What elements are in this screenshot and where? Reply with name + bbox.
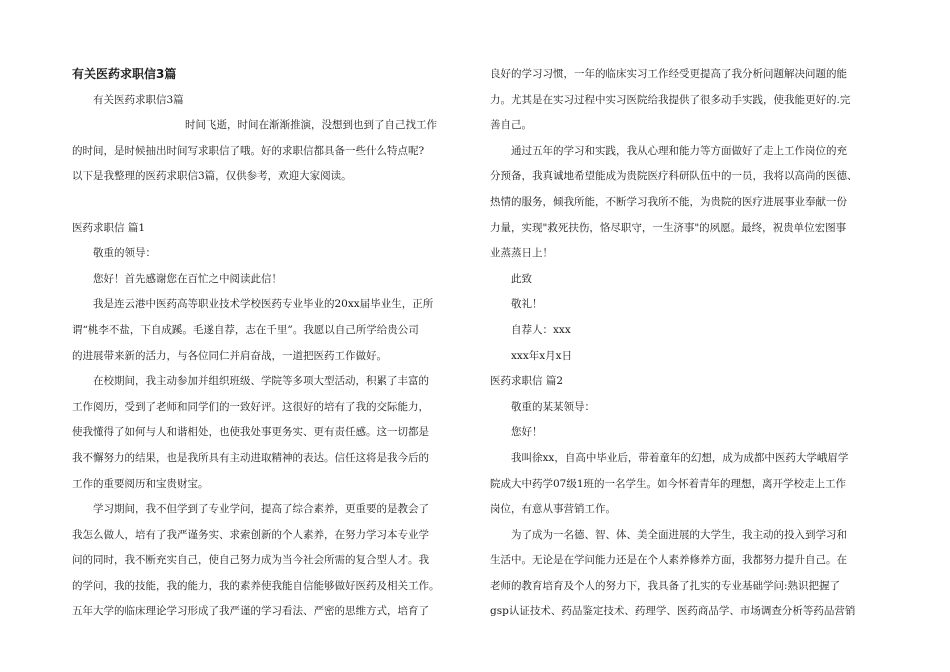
text-line: 五年大学的临床理论学习形成了我严谨的学习看法、严密的思维方式，培育了 [72, 605, 429, 618]
text-line: 您好！ [511, 426, 543, 439]
text-line: 工作的重要阅历和宝贵财宝。 [72, 477, 209, 490]
text-line: 的学问，我的技能，我的能力，我的素养使我能自信能够做好医药及相关工作。 [72, 579, 440, 592]
text-line: 我叫徐xx，自高中毕业后，带着童年的幻想，成为成都中医药大学峨眉学 [511, 451, 849, 464]
text-line: gsp认证技术、药品鉴定技术、药理学、医药商品学、市场调查分析等药品营销 [490, 605, 856, 618]
text-line: 谓“桃李不盐，下自成蹊。毛遂自荐，志在千里”。我愿以自己所学给贵公司 [72, 323, 419, 336]
text-line: 的时间，是时候抽出时间写求职信了哦。好的求职信都具备一些什么特点呢? [72, 144, 425, 157]
text-line: 分预备，我真诚地希望能成为贵院医疗科研队伍中的一员，我将以高尚的医德、 [490, 170, 858, 183]
text-line: 力。尤其是在实习过程中实习医院给我提供了很多动手实践，使我能更好的.完 [490, 93, 851, 106]
text-line: 在校期间，我主动参加并组织班级、学院等多项大型活动，积累了丰富的 [93, 375, 429, 388]
text-line: 工作阅历，受到了老师和同学们的一致好评。这很好的培有了我的交际能力， [72, 400, 429, 413]
text-line: 为了成为一名德、智、体、美全面进展的大学生，我主动的投入到学习和 [511, 528, 847, 541]
closing-line: 此致 [511, 272, 532, 285]
text-line: 力量，实现"救死扶伤，恪尽职守，一生济事"的夙愿。最终，祝贵单位宏图事 [490, 221, 847, 234]
document-subtitle: 有关医药求职信3篇 [93, 93, 184, 106]
text-line: 时间飞逝，时间在渐渐推演，没想到也到了自己找工作 [185, 119, 437, 132]
text-line: 您好！首先感谢您在百忙之中阅读此信！ [93, 272, 282, 285]
left-column [72, 62, 467, 625]
date-line: xxx年x月x日 [511, 349, 573, 362]
text-line: 使我懂得了如何与人和谐相处，也使我处事更务实、更有责任感。这一切都是 [72, 426, 429, 439]
text-line: 的进展带来新的活力，与各位同仁并肩奋战，一道把医药工作做好。 [72, 349, 387, 362]
document-title: 有关医药求职信3篇 [72, 67, 177, 81]
text-line: 善自己。 [490, 119, 532, 132]
text-line: 岗位，有意从事营销工作。 [490, 503, 616, 516]
text-line: 良好的学习习惯，一年的临床实习工作经受更提高了我分析问题解决问题的能 [490, 68, 847, 80]
salutation: 敬重的某某领导： [511, 400, 595, 413]
text-line: 我不懈努力的结果，也是我所具有主动进取精神的表达。信任这将是我今后的 [72, 451, 429, 464]
section-heading-1: 医药求职信 篇1 [72, 221, 146, 234]
right-column [490, 62, 890, 625]
text-line: 热情的服务，倾我所能，不断学习我所不能，为贵院的医疗进展事业奉献一份 [490, 195, 847, 208]
text-line: 我是连云港中医药高等职业技术学校医药专业毕业的20xx届毕业生，正所 [93, 298, 434, 311]
text-line: 问的同时，我不断充实自己，使自己努力成为当今社会所需的复合型人才。我 [72, 554, 429, 567]
text-line: 以下是我整理的医药求职信3篇，仅供参考，欢迎大家阅读。 [72, 170, 352, 183]
text-line: 生活中。无论是在学问能力还是在个人素养修养方面，我都努力提升自己。在 [490, 554, 847, 567]
text-line: 我怎么做人，培有了我严谨务实、求索创新的个人素养，在努力学习本专业学 [72, 528, 429, 541]
text-line: 学习期间，我不但学到了专业学问，提高了综合素养，更重要的是教会了 [93, 503, 429, 516]
salutation: 敬重的领导： [93, 247, 156, 260]
text-line: 院成大中药学07级1班的一名学生。如今怀着青年的理想，离开学校走上工作 [490, 477, 847, 490]
blank-line [72, 190, 467, 216]
text-line: 业蒸蒸日上！ [490, 247, 553, 260]
section-heading-2: 医药求职信 篇2 [490, 375, 564, 388]
text-line: 老师的教育培育及个人的努力下，我具备了扎实的专业基础学问:熟识把握了 [490, 579, 841, 592]
signature-line: 自荐人：xxx [511, 323, 571, 336]
text-line: 通过五年的学习和实践，我从心理和能力等方面做好了走上工作岗位的充 [511, 144, 847, 157]
closing-line: 敬礼！ [511, 298, 543, 311]
